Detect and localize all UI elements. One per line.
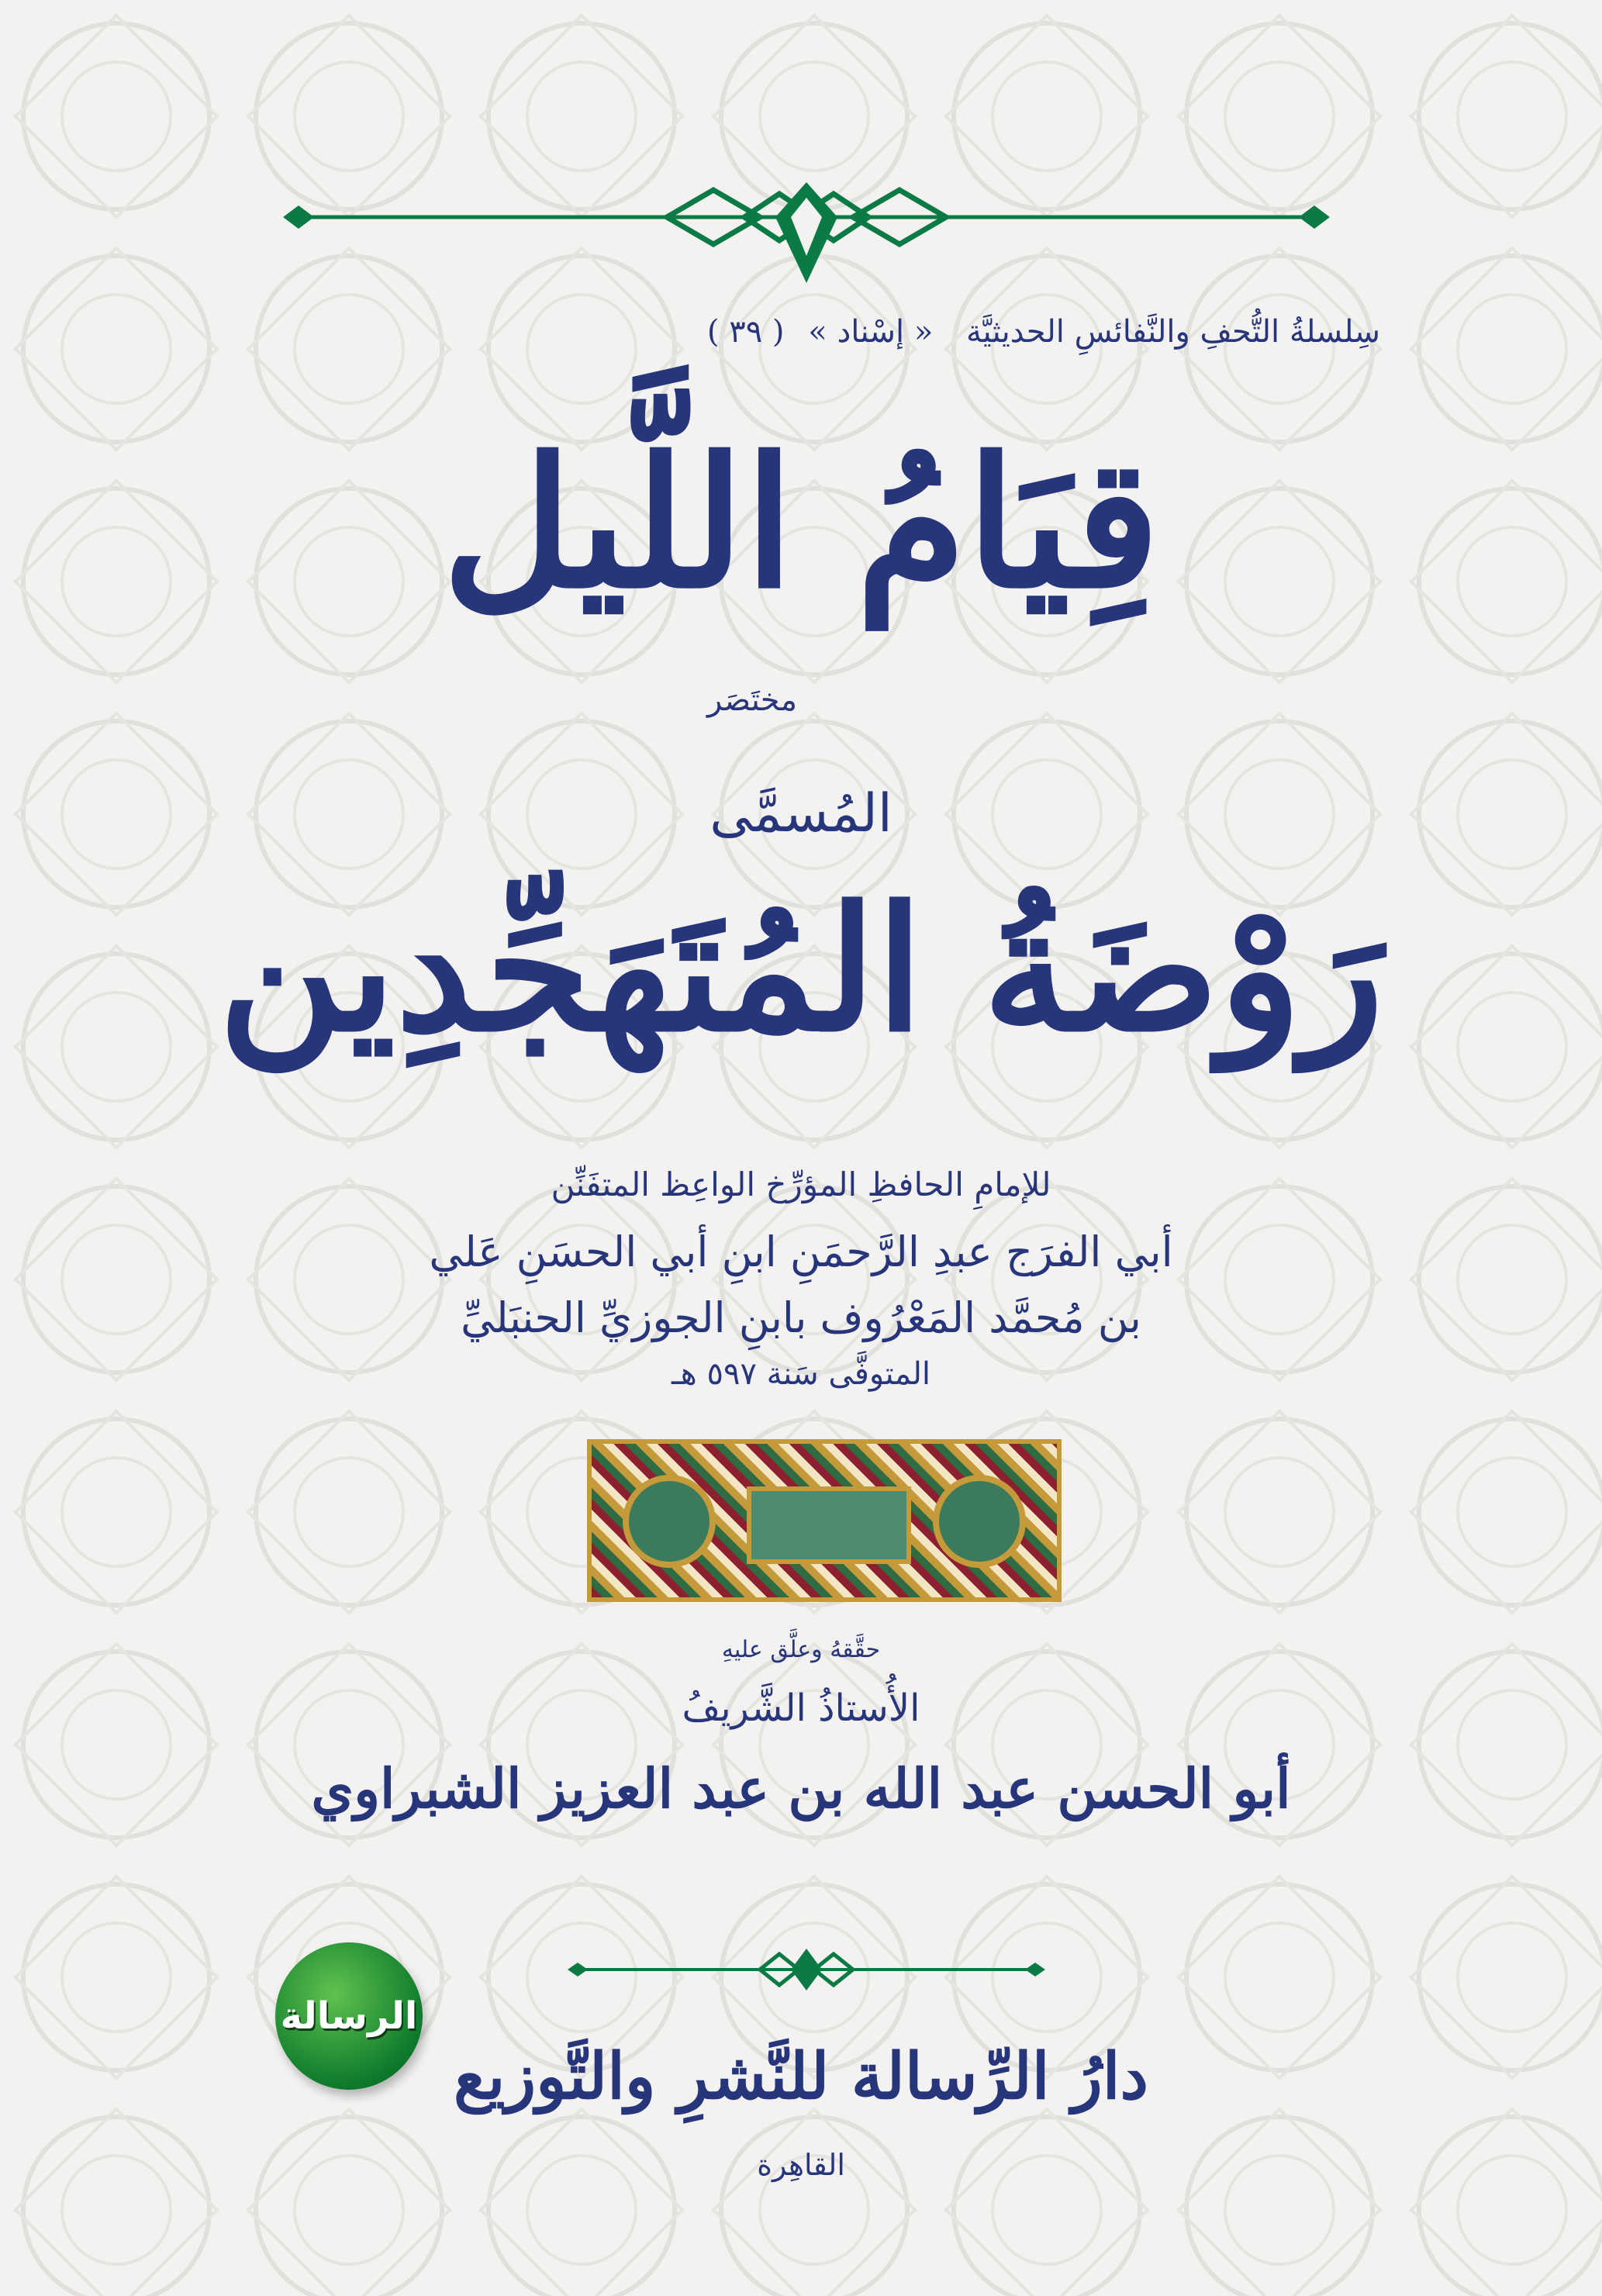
author-name-line2: بن مُحمَّد المَعْرُوف بابنِ الجوزيِّ الحنبَليِّ: [461, 1293, 1141, 1342]
series-subseries: « إسْناد »: [808, 314, 934, 350]
publisher-city: القاهِرة: [757, 2148, 845, 2182]
title-abridged-label: مختَصَر: [706, 682, 798, 718]
center-panel: [747, 1486, 911, 1564]
series-name: سِلسلةُ التُّحفِ والنَّفائسِ الحديثيَّة: [966, 314, 1380, 350]
title-named-label: المُسمَّى: [710, 783, 892, 844]
author-honorific: للإمامِ الحافظِ المؤرِّخ الواعِظ المتفَنِّن: [551, 1165, 1051, 1203]
series-number: ( ٣٩ ): [706, 314, 785, 350]
editor-title: الأُستاذُ الشَّريفُ: [682, 1687, 920, 1730]
book-title-main: قِيَامُ اللَّيل: [442, 419, 1160, 628]
publisher-logo-text: الرسالة: [280, 1994, 418, 2038]
series-line: [682, 314, 1380, 350]
left-medallion-icon: [623, 1475, 716, 1568]
ornamental-frame: [587, 1439, 1062, 1602]
author-death-year: المتوفَّى سَنة ٥٩٧ هـ: [671, 1356, 931, 1392]
publisher-name: دارُ الرِّسالة للنَّشرِ والتَّوزيع: [454, 2039, 1148, 2114]
author-name-line1: أبي الفرَج عبدِ الرَّحمَنِ ابنِ أبي الحسَنِ عَلي: [429, 1227, 1173, 1276]
bottom-divider: [566, 1942, 1047, 1997]
publisher-logo: [275, 1942, 423, 2090]
top-divider: [279, 178, 1334, 287]
right-medallion-icon: [933, 1475, 1026, 1568]
editor-name: أبو الحسن عبد الله بن عبد العزيز الشبراوي: [311, 1756, 1291, 1821]
book-title-sub: رَوْضَةُ المُتَهَجِّدِين: [218, 868, 1384, 1069]
editor-note: حقَّقهُ وعلَّق عليهِ: [721, 1636, 881, 1663]
